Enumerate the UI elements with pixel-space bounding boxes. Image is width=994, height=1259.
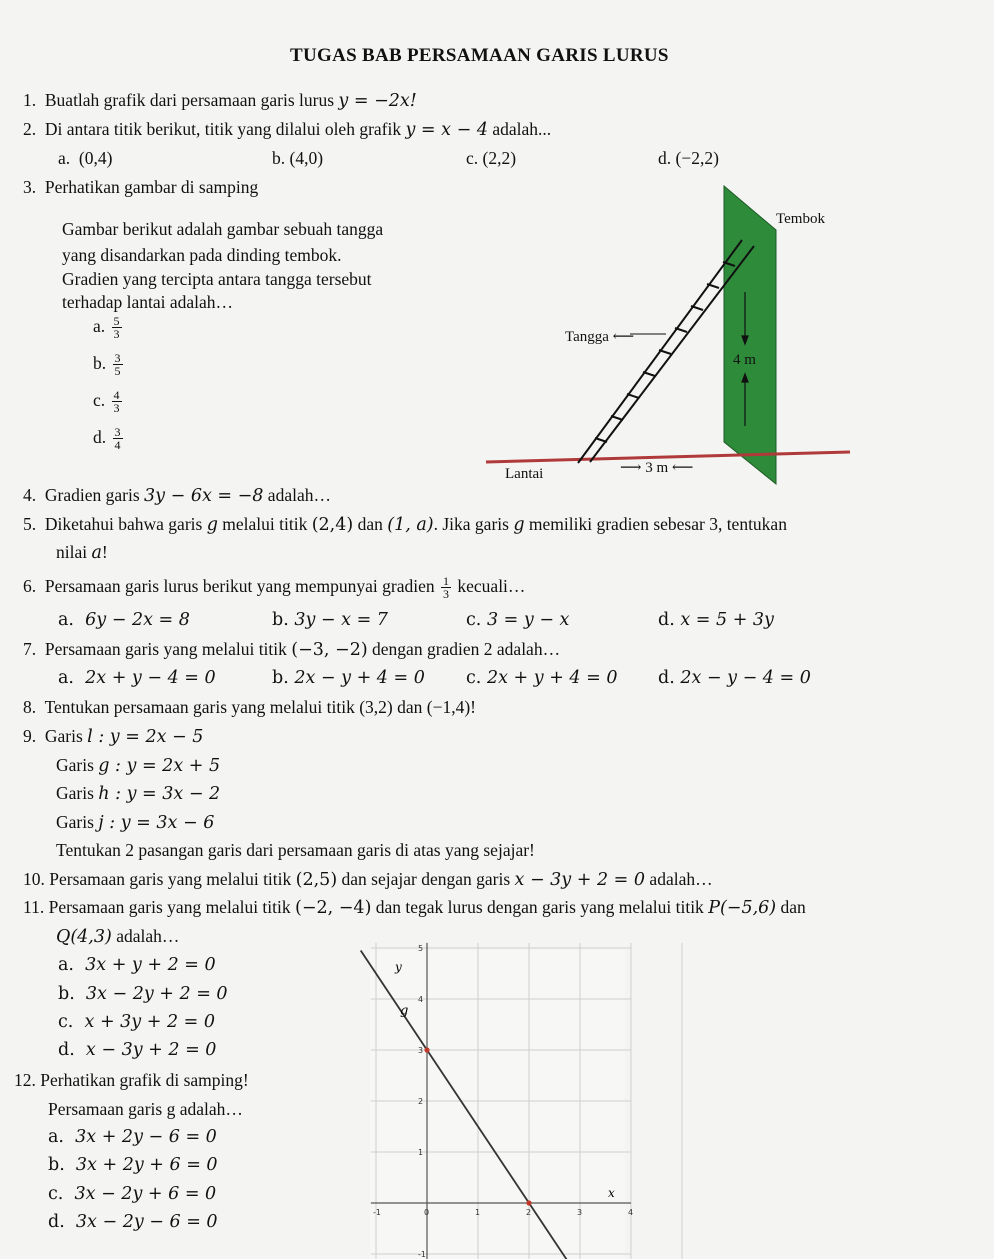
q3-desc-line: yang disandarkan pada dinding tembok. <box>62 245 342 265</box>
q9-line: Garis g : y = 2x + 5 <box>56 755 221 776</box>
y-tick-label: 4 <box>418 995 424 1004</box>
y-tick-label: 2 <box>418 1097 424 1106</box>
q3-desc-line: Gambar berikut adalah gambar sebuah tangga <box>62 219 384 239</box>
line-g-label: g <box>400 1003 409 1019</box>
q2-option-c: c. (2,2) <box>466 148 517 168</box>
intersection-point <box>526 1200 531 1205</box>
question-11-cont: Q(4,3) adalah… <box>56 926 180 947</box>
question-4: 4. Gradien garis 3y − 6x = −8 adalah… <box>23 485 331 506</box>
q2-option-a: a. (0,4) <box>58 148 113 168</box>
q7-option-c: c. 2x + y + 4 = 0 <box>466 668 618 688</box>
q3-desc-line: Gradien yang tercipta antara tangga tersebut <box>62 269 372 289</box>
q11-option-c: c. x + 3y + 2 = 0 <box>58 1012 216 1032</box>
q6-option-d: d. x = 5 + 3y <box>658 610 774 630</box>
q6-option-a: a. 6y − 2x = 8 <box>58 610 190 630</box>
x-tick-label: 2 <box>526 1208 532 1217</box>
x-tick-label: 3 <box>577 1208 583 1217</box>
q7-option-d: d. 2x − y − 4 = 0 <box>658 668 811 688</box>
tembok-label: Tembok <box>776 211 825 227</box>
question-8: 8. Tentukan persamaan garis yang melalui titik (3,2) dan (−1,4)! <box>23 697 477 717</box>
base-label: ⟶ 3 m ⟵ <box>620 460 694 476</box>
q9-line: Garis h : y = 3x − 2 <box>56 783 221 804</box>
q11-option-a: a. 3x + y + 2 = 0 <box>58 955 216 975</box>
intersection-point <box>424 1047 429 1052</box>
q3-option-a: a. $\frac{5}{3}$ <box>93 314 120 342</box>
q3-desc-line: terhadap lantai adalah… <box>62 292 234 312</box>
y-tick-label: 3 <box>418 1046 424 1055</box>
q2-option-b: b. (4,0) <box>272 148 324 168</box>
x-tick-label: 1 <box>475 1208 481 1217</box>
y-tick-label: 1 <box>418 1148 424 1157</box>
question-5: 5. Diketahui bahwa garis g melalui titik (2,4) dan (1, a). Jika garis g memiliki gradien sebesar 3, tentukan <box>23 514 787 535</box>
tangga-label: Tangga ⟵ <box>565 329 635 345</box>
x-tick-label: 4 <box>628 1208 634 1217</box>
question-3: 3. Perhatikan gambar di samping <box>23 177 259 197</box>
q12-option-b: b. 3x + 2y + 6 = 0 <box>48 1155 218 1175</box>
q7-option-a: a. 2x + y − 4 = 0 <box>58 668 216 688</box>
q12-option-a: a. 3x + 2y − 6 = 0 <box>48 1127 217 1147</box>
q3-option-b: b. $\frac{3}{5}$ <box>93 351 121 379</box>
q12-sub: Persamaan garis g adalah… <box>48 1099 243 1119</box>
q9-line: Garis j : y = 3x − 6 <box>56 812 215 833</box>
q6-option-c: c. 3 = y − x <box>466 610 570 630</box>
q3-option-c: c. $\frac{4}{3}$ <box>93 388 120 416</box>
q9-task: Tentukan 2 pasangan garis dari persamaan garis di atas yang sejajar! <box>56 840 535 860</box>
coordinate-graph <box>360 944 634 1259</box>
q6-option-b: b. 3y − x = 7 <box>272 610 388 630</box>
question-2: 2. Di antara titik berikut, titik yang dilalui oleh grafik y = x − 4 adalah... <box>23 119 552 140</box>
q12-option-d: d. 3x − 2y − 6 = 0 <box>48 1212 218 1232</box>
q3-option-d: d. $\frac{3}{4}$ <box>93 425 121 453</box>
y-tick-label: -1 <box>418 1250 426 1259</box>
x-tick-label: -1 <box>373 1208 381 1217</box>
question-7: 7. Persamaan garis yang melalui titik (−3, −2) dengan gradien 2 adalah… <box>23 639 561 660</box>
x-axis-label: x <box>608 1186 615 1200</box>
q7-option-b: b. 2x − y + 4 = 0 <box>272 668 425 688</box>
question-11: 11. Persamaan garis yang melalui titik (−2, −4) dan tegak lurus dengan garis yang melalui titik P(−5,6) dan <box>23 897 806 918</box>
question-6: 6. Persamaan garis lurus berikut yang mempunyai gradien $\frac{1}{3}$ kecuali… <box>23 574 526 602</box>
question-12: 12. Perhatikan grafik di samping! <box>14 1070 249 1090</box>
x-tick-label: 0 <box>424 1208 430 1217</box>
height-label: 4 m <box>733 352 756 368</box>
q11-option-b: b. 3x − 2y + 2 = 0 <box>58 984 228 1004</box>
page-title: TUGAS BAB PERSAMAAN GARIS LURUS <box>290 45 669 66</box>
question-5-cont: nilai a! <box>56 542 108 563</box>
lantai-label: Lantai <box>505 466 544 482</box>
wall <box>724 186 776 484</box>
q11-option-d: d. x − 3y + 2 = 0 <box>58 1040 217 1060</box>
q2-option-d: d. (−2,2) <box>658 148 719 168</box>
question-9: 9. Garis l : y = 2x − 5 <box>23 726 204 747</box>
y-axis-label: y <box>395 959 402 974</box>
q12-option-c: c. 3x − 2y + 6 = 0 <box>48 1184 217 1204</box>
question-10: 10. Persamaan garis yang melalui titik (2,5) dan sejajar dengan garis x − 3y + 2 = 0 adalah… <box>23 869 713 890</box>
y-tick-label: 5 <box>418 944 424 953</box>
question-1: 1. Buatlah grafik dari persamaan garis lurus y = −2x! <box>23 90 417 111</box>
